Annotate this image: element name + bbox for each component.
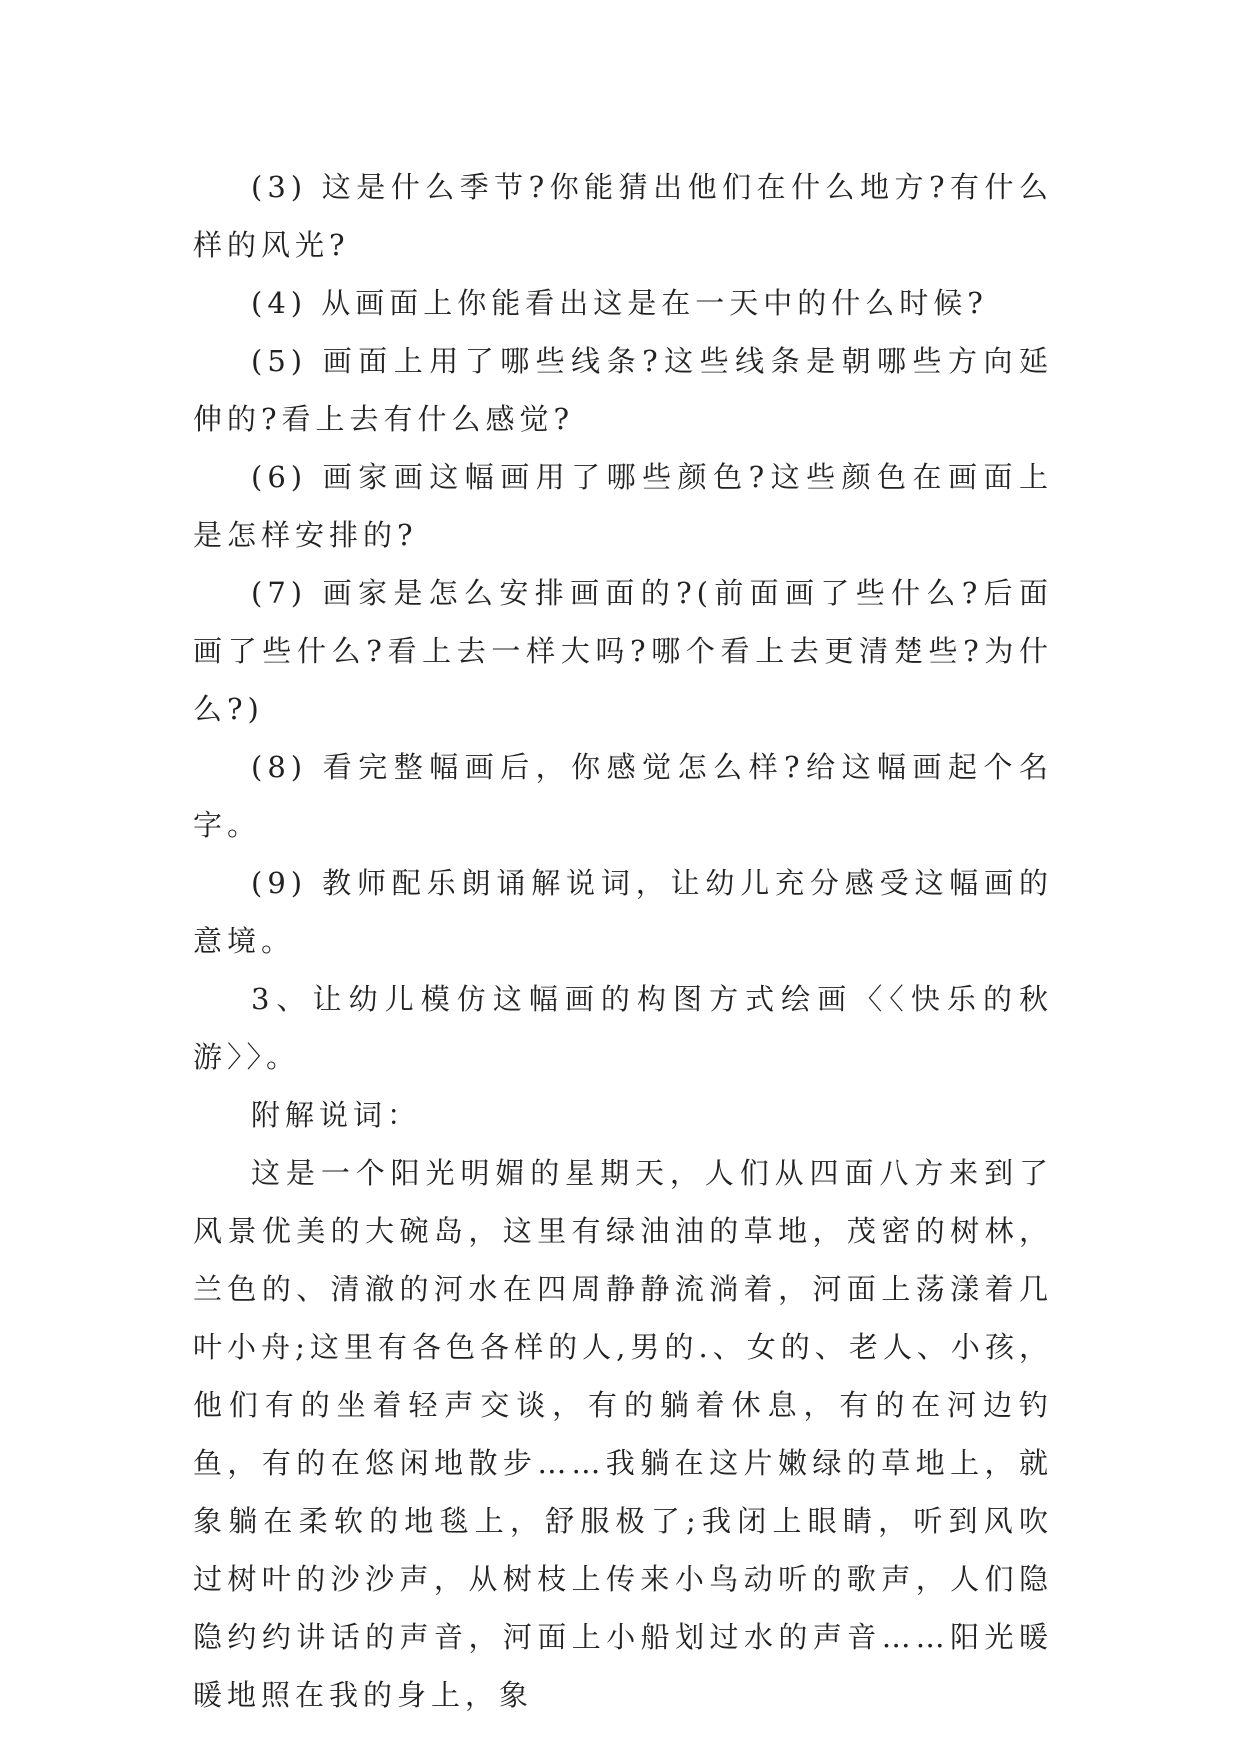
paragraph-question-4: (4) 从画面上你能看出这是在一天中的什么时候? xyxy=(251,286,988,320)
paragraph-narration-text: 这是一个阳光明媚的星期天，人们从四面八方来到了风景优美的大碗岛，这里有绿油油的草地，茂密的树林，兰色的、清澈的河水在四周静静流淌着，河面上荡漾着几叶小舟;这里有各色各样的人,男的.、女的、老人、小孩，他们有的坐着轻声交谈，有的躺着休息，有的在河边钓鱼，有的在悠闲地散步……我躺在这片嫩绿的草地上，就象躺在柔软的地毯上，舒服极了;我闭上眼睛，听到风吹过树叶的沙沙声，从树枝上传来小鸟动听的歌声，人们隐隐约约讲话的声音，河面上小船划过水的声音……阳光暖暖地照在我的身上，象 xyxy=(193,1156,1053,1712)
paragraph-question-5: (5) 画面上用了哪些线条?这些线条是朝哪些方向延伸的?看上去有什么感觉? xyxy=(193,344,1053,436)
paragraph-step-3: 3、让幼儿模仿这幅画的构图方式绘画〈〈快乐的秋游〉〉。 xyxy=(193,982,1053,1074)
paragraph-question-8: (8) 看完整幅画后，你感觉怎么样?给这幅画起个名字。 xyxy=(193,750,1053,842)
paragraph-narration-heading: 附解说词： xyxy=(251,1098,422,1132)
document-body xyxy=(193,158,1053,1724)
paragraph-question-6: (6) 画家画这幅画用了哪些颜色?这些颜色在画面上是怎样安排的? xyxy=(193,460,1053,552)
paragraph-question-7: (7) 画家是怎么安排画面的?(前面画了些什么?后面画了些什么?看上去一样大吗?哪个看上去更清楚些?为什么?) xyxy=(193,576,1053,726)
paragraph-question-9: (9) 教师配乐朗诵解说词，让幼儿充分感受这幅画的意境。 xyxy=(193,866,1053,958)
paragraph-question-3: (3) 这是什么季节?你能猜出他们在什么地方?有什么样的风光? xyxy=(193,170,1053,262)
